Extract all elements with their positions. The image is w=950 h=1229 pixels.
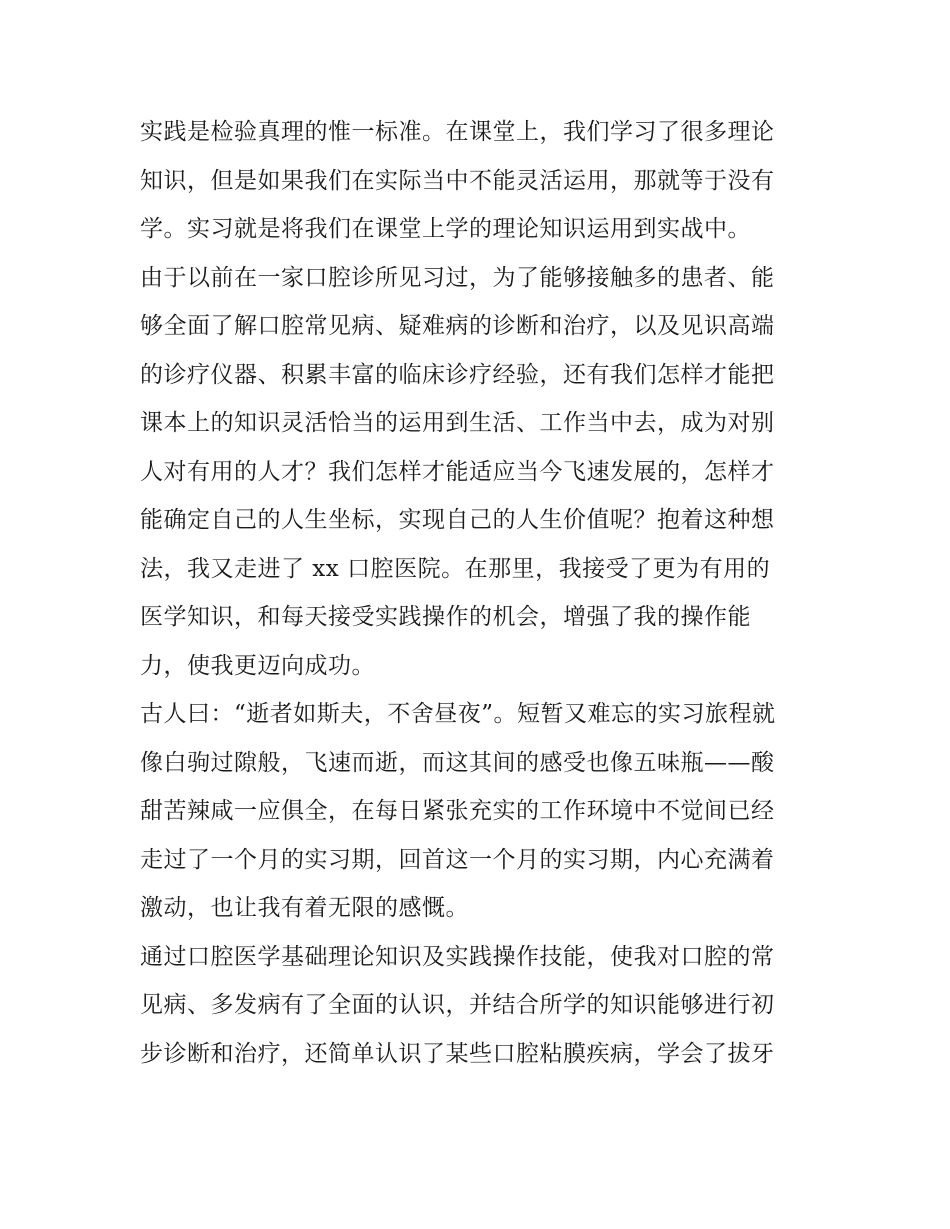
text-line: 知识，但是如果我们在实际当中不能灵活运用，那就等于没有 (140, 167, 775, 194)
text-line: 人对有用的人才？我们怎样才能适应当今飞速发展的，怎样才 (140, 458, 775, 485)
text-line: 医学知识，和每天接受实践操作的机会，增强了我的操作能 (140, 604, 751, 630)
text-line: 课本上的知识灵活恰当的运用到生活、工作当中去，成为对别 (140, 410, 775, 436)
text-line: 步诊断和治疗，还简单认识了某些口腔粘膜疾病，学会了拔牙 (140, 1040, 775, 1067)
text-line: 走过了一个月的实习期，回首这一个月的实习期，内心充满着 (140, 846, 775, 873)
text-line: 古人曰：“逝者如斯夫，不舍昼夜”。短暂又难忘的实习旅程就 (140, 701, 776, 727)
text-line: 通过口腔医学基础理论知识及实践操作技能，使我对口腔的常 (140, 943, 775, 970)
text-line: 法，我又走进了 xx 口腔医院。在那里，我接受了更为有用的 (140, 555, 771, 582)
text-line: 够全面了解口腔常见病、疑难病的诊断和治疗，以及见识高端 (140, 313, 775, 339)
text-line: 见病、多发病有了全面的认识，并结合所学的知识能够进行初 (140, 992, 775, 1018)
text-line: 学。实习就是将我们在课堂上学的理论知识运用到实战中。 (140, 216, 751, 242)
text-line: 力，使我更迈向成功。 (140, 652, 375, 679)
text-line: 的诊疗仪器、积累丰富的临床诊疗经验，还有我们怎样才能把 (140, 361, 775, 388)
text-line: 能确定自己的人生坐标，实现自己的人生价值呢？抱着这种想 (140, 507, 775, 533)
text-line: 激动，也让我有着无限的感慨。 (140, 895, 469, 921)
body-text (140, 108, 820, 1078)
text-line: 甜苦辣咸一应俱全，在每日紧张充实的工作环境中不觉间已经 (140, 798, 775, 824)
text-line: 由于以前在一家口腔诊所见习过，为了能够接触多的患者、能 (140, 264, 775, 291)
text-line: 像白驹过隙般，飞速而逝，而这其间的感受也像五味瓶——酸 (140, 749, 775, 776)
text-line: 实践是检验真理的惟一标准。在课堂上，我们学习了很多理论 (140, 119, 775, 145)
